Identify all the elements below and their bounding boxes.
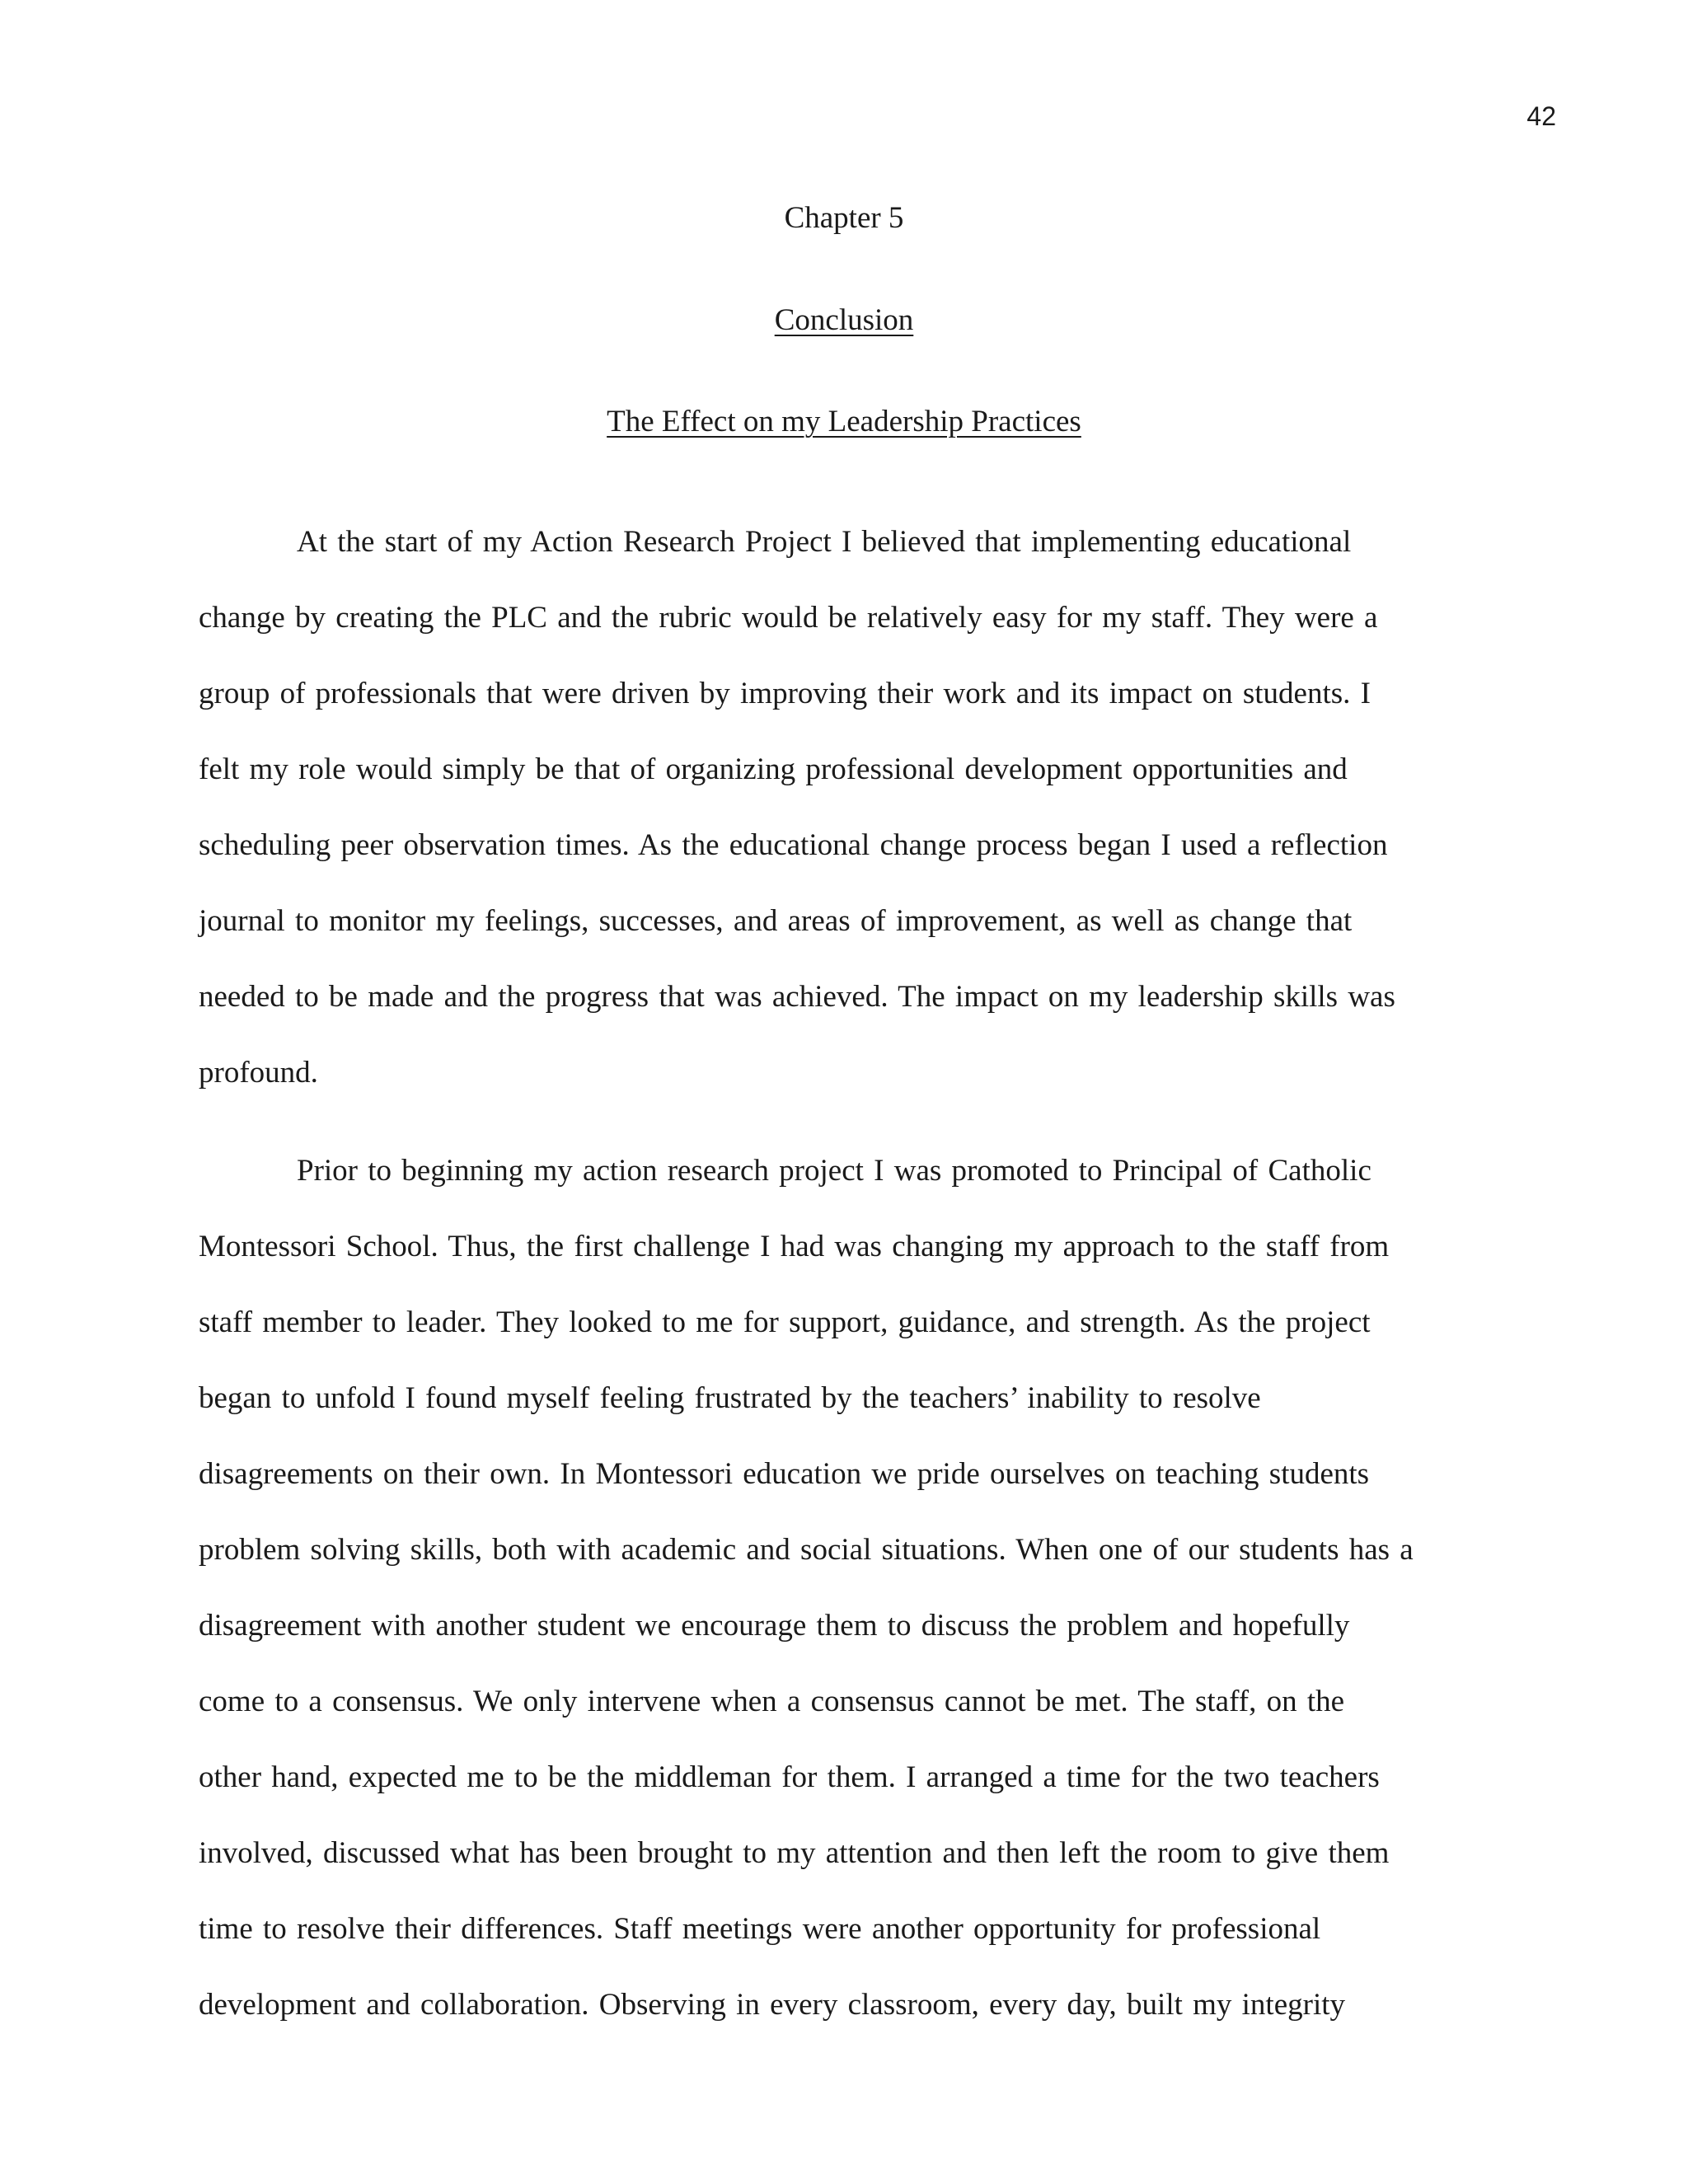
text-line: staff member to leader. They looked to me for support, guidance, and strength. As the project [199,1305,1371,1339]
chapter-heading [0,198,1688,239]
text-line: began to unfold I found myself feeling frustrated by the teachers’ inability to resolve [199,1381,1261,1415]
text-line: journal to monitor my feelings, successes, and areas of improvement, as well as change that [199,904,1353,938]
text-line: come to a consensus. We only intervene when a consensus cannot be met. The staff, on the [199,1685,1345,1718]
paragraph [199,1133,1501,2043]
paragraph [199,504,1501,1111]
chapter-title: Chapter 5 [784,201,904,235]
text-line: problem solving skills, both with academic and social situations. When one of our students has a [199,1533,1414,1567]
section-title: The Effect on my Leadership Practices [607,405,1081,438]
text-line: Montessori School. Thus, the first challenge I had was changing my approach to the staff from [199,1230,1390,1263]
text-line: disagreements on their own. In Montessori education we pride ourselves on teaching students [199,1457,1370,1491]
text-line: disagreement with another student we encourage them to discuss the problem and hopefully [199,1609,1350,1643]
text-line: development and collaboration. Observing in every classroom, every day, built my integrity [199,1988,1346,2022]
section-heading [0,401,1688,443]
text-line: felt my role would simply be that of organizing professional development opportunities and [199,752,1348,786]
text-line: other hand, expected me to be the middleman for them. I arranged a time for the two teachers [199,1760,1380,1794]
page-number: 42 [1526,101,1556,131]
conclusion-heading [0,300,1688,341]
text-line: group of professionals that were driven by improving their work and its impact on students. I [199,677,1371,710]
text-line: involved, discussed what has been brought to my attention and then left the room to give them [199,1836,1390,1870]
conclusion-title: Conclusion [774,303,914,337]
text-line: profound. [199,1056,318,1090]
text-line: time to resolve their differences. Staff meetings were another opportunity for professional [199,1912,1321,1946]
text-line: Prior to beginning my action research project I was promoted to Principal of Catholic [297,1154,1372,1188]
body-text [199,504,1501,2043]
text-line: needed to be made and the progress that was achieved. The impact on my leadership skills was [199,980,1395,1014]
text-line: scheduling peer observation times. As the educational change process began I used a reflection [199,828,1388,862]
text-line: change by creating the PLC and the rubric would be relatively easy for my staff. They were a [199,601,1378,635]
text-line: At the start of my Action Research Project I believed that implementing educational [297,525,1352,559]
